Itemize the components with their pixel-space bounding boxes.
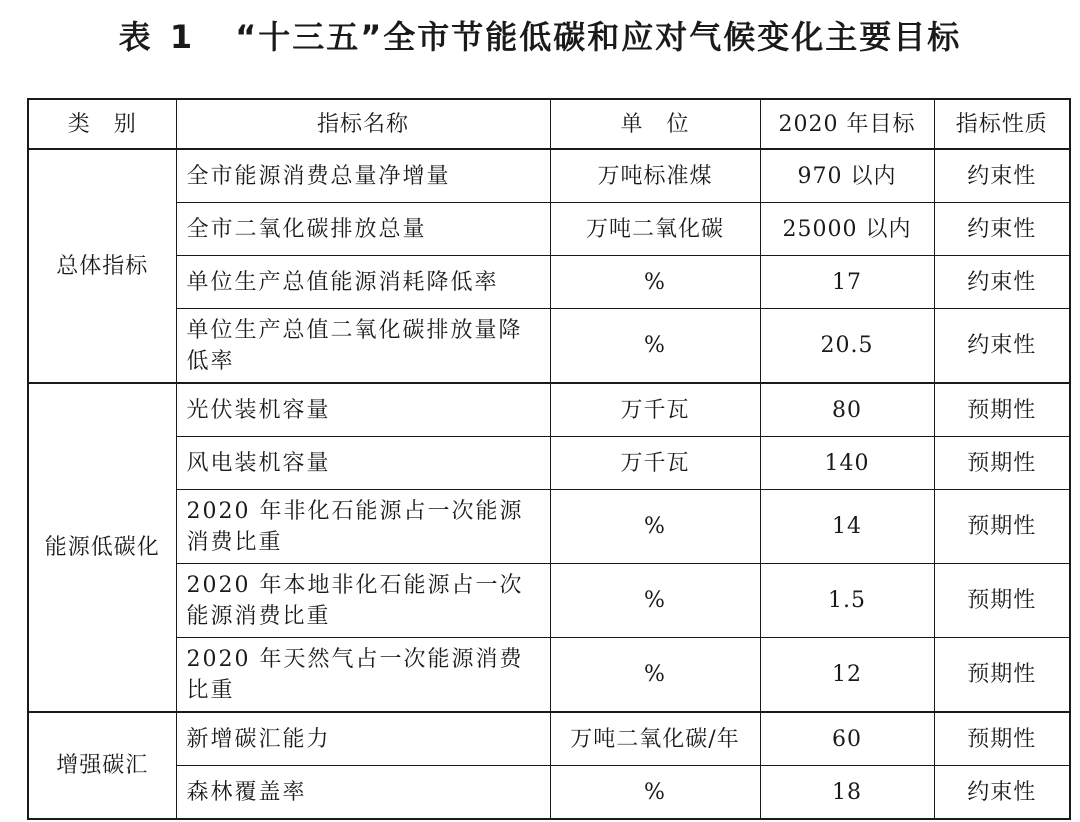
unit-cell: % — [550, 309, 760, 384]
table-title — [0, 12, 1080, 62]
table-row — [28, 564, 1070, 638]
nature-cell: 预期性 — [934, 383, 1070, 437]
unit-cell: 万吨标准煤 — [550, 149, 760, 203]
group-carbon-sink — [28, 712, 1070, 819]
header-unit: 单 位 — [550, 99, 760, 149]
unit-cell: % — [550, 490, 760, 564]
target-cell: 12 — [760, 638, 934, 713]
targets-table — [27, 98, 1071, 820]
unit-cell: % — [550, 766, 760, 820]
indicator-name: 2020 年非化石能源占一次能源消费比重 — [176, 490, 550, 564]
nature-cell: 约束性 — [934, 256, 1070, 309]
header-target-2020: 2020 年目标 — [760, 99, 934, 149]
nature-cell: 约束性 — [934, 766, 1070, 820]
indicator-name: 单位生产总值二氧化碳排放量降低率 — [176, 309, 550, 384]
table-row — [28, 766, 1070, 820]
table-row — [28, 203, 1070, 256]
indicator-name: 新增碳汇能力 — [176, 712, 550, 766]
table-title-text: “十三五”全市节能低碳和应对气候变化主要目标 — [235, 18, 962, 56]
unit-cell: % — [550, 564, 760, 638]
unit-cell: 万吨二氧化碳/年 — [550, 712, 760, 766]
target-cell: 970 以内 — [760, 149, 934, 203]
table-row — [28, 149, 1070, 203]
nature-cell: 约束性 — [934, 203, 1070, 256]
table-row — [28, 437, 1070, 490]
header-indicator-name: 指标名称 — [176, 99, 550, 149]
target-cell: 140 — [760, 437, 934, 490]
nature-cell: 预期性 — [934, 490, 1070, 564]
table-row — [28, 256, 1070, 309]
group-overall — [28, 149, 1070, 383]
unit-cell: 万千瓦 — [550, 383, 760, 437]
table-header-row — [28, 99, 1070, 149]
nature-cell: 约束性 — [934, 149, 1070, 203]
unit-cell: % — [550, 256, 760, 309]
category-cell: 总体指标 — [28, 149, 176, 383]
table-row — [28, 383, 1070, 437]
indicator-name: 森林覆盖率 — [176, 766, 550, 820]
table-row — [28, 309, 1070, 384]
target-cell: 80 — [760, 383, 934, 437]
table-row — [28, 638, 1070, 713]
header-nature: 指标性质 — [934, 99, 1070, 149]
indicator-name: 风电装机容量 — [176, 437, 550, 490]
unit-cell: 万吨二氧化碳 — [550, 203, 760, 256]
indicator-name: 全市二氧化碳排放总量 — [176, 203, 550, 256]
table-title-number: 1 — [169, 18, 195, 56]
target-cell: 25000 以内 — [760, 203, 934, 256]
table-row — [28, 490, 1070, 564]
table-title-prefix: 表 — [118, 18, 153, 56]
target-cell: 1.5 — [760, 564, 934, 638]
nature-cell: 预期性 — [934, 437, 1070, 490]
target-cell: 20.5 — [760, 309, 934, 384]
group-energy-low-carbon — [28, 383, 1070, 712]
target-cell: 17 — [760, 256, 934, 309]
category-cell: 增强碳汇 — [28, 712, 176, 819]
nature-cell: 预期性 — [934, 712, 1070, 766]
header-category: 类 别 — [28, 99, 176, 149]
indicator-name: 光伏装机容量 — [176, 383, 550, 437]
target-cell: 60 — [760, 712, 934, 766]
unit-cell: % — [550, 638, 760, 713]
table-row — [28, 712, 1070, 766]
nature-cell: 约束性 — [934, 309, 1070, 384]
indicator-name: 2020 年本地非化石能源占一次能源消费比重 — [176, 564, 550, 638]
unit-cell: 万千瓦 — [550, 437, 760, 490]
indicator-name: 2020 年天然气占一次能源消费比重 — [176, 638, 550, 713]
nature-cell: 预期性 — [934, 564, 1070, 638]
indicator-name: 全市能源消费总量净增量 — [176, 149, 550, 203]
nature-cell: 预期性 — [934, 638, 1070, 713]
target-cell: 14 — [760, 490, 934, 564]
target-cell: 18 — [760, 766, 934, 820]
category-cell: 能源低碳化 — [28, 383, 176, 712]
indicator-name: 单位生产总值能源消耗降低率 — [176, 256, 550, 309]
